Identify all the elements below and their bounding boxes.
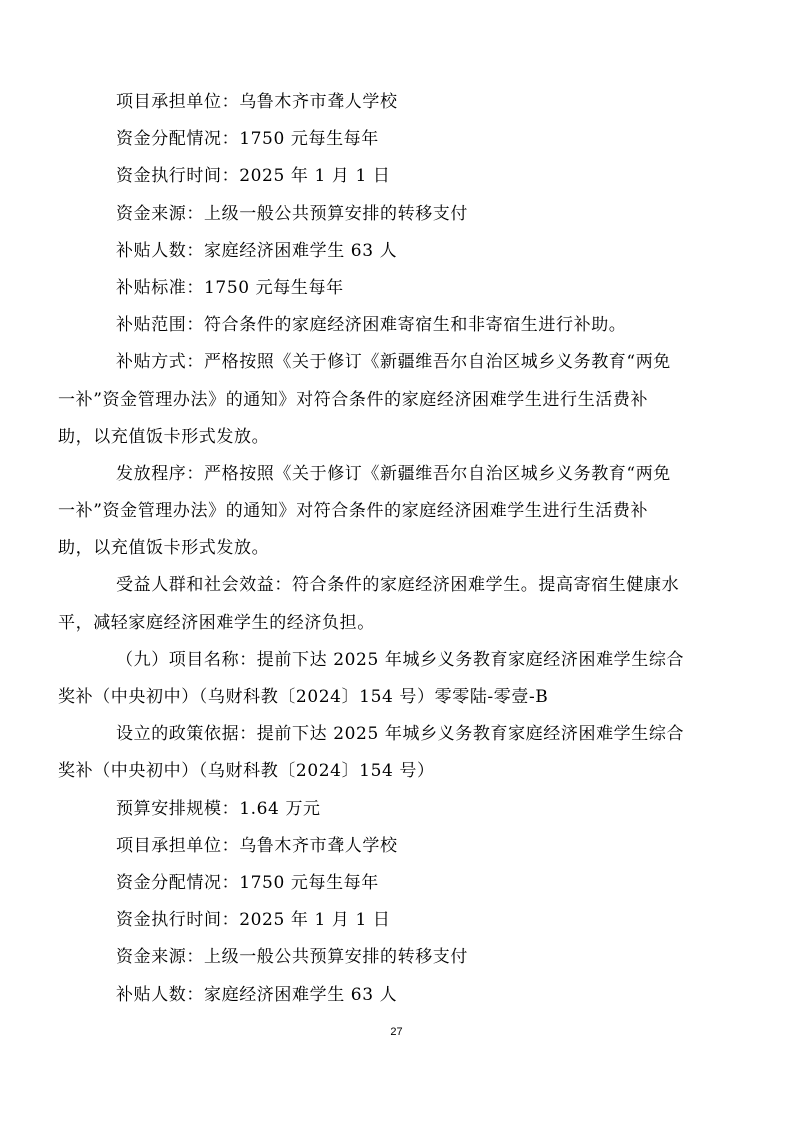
text-line: 平，减轻家庭经济困难学生的经济负担。 [58,612,375,633]
text-line: 设立的政策依据：提前下达 2025 年城乡义务教育家庭经济困难学生综合 [116,724,685,745]
text-line: 助，以充值饭卡形式发放。 [58,426,270,447]
text-line: 受益人群和社会效益：符合条件的家庭经济困难学生。提高寄宿生健康水 [116,575,680,596]
text-line: 预算安排规模：1.64 万元 [116,798,321,819]
text-line: 资金来源：上级一般公共预算安排的转移支付 [116,947,468,968]
text-line: 资金分配情况：1750 元每生每年 [116,129,379,150]
text-line: 发放程序：严格按照《关于修订《新疆维吾尔自治区城乡义务教育“两免 [116,463,671,484]
text-line: 补贴人数：家庭经济困难学生 63 人 [116,984,398,1005]
text-line: 项目承担单位：乌鲁木齐市聋人学校 [116,92,398,112]
text-line: 资金来源：上级一般公共预算安排的转移支付 [116,203,468,224]
page-number: 27 [390,1026,403,1038]
text-line: 资金分配情况：1750 元每生每年 [116,872,379,893]
page-body [58,84,706,1014]
text-line: 奖补（中央初中）（乌财科教〔2024〕154 号）零零陆-零壹-B [58,687,549,707]
text-line: （九）项目名称：提前下达 2025 年城乡义务教育家庭经济困难学生综合 [116,649,685,670]
text-line: 奖补（中央初中）（乌财科教〔2024〕154 号） [58,761,435,782]
text-line: 补贴方式：严格按照《关于修订《新疆维吾尔自治区城乡义务教育“两免 [116,352,671,373]
text-line: 项目承担单位：乌鲁木齐市聋人学校 [116,835,398,856]
text-line: 一补”资金管理办法》的通知》对符合条件的家庭经济困难学生进行生活费补 [58,501,649,522]
text-line: 一补”资金管理办法》的通知》对符合条件的家庭经济困难学生进行生活费补 [58,389,649,410]
text-line: 补贴人数：家庭经济困难学生 63 人 [116,240,398,261]
text-line: 补贴标准：1750 元每生每年 [116,277,344,298]
text-line: 资金执行时间：2025 年 1 月 1 日 [116,166,391,187]
text-line: 资金执行时间：2025 年 1 月 1 日 [116,910,391,931]
text-line: 补贴范围：符合条件的家庭经济困难寄宿生和非寄宿生进行补助。 [116,315,627,336]
text-line: 助，以充值饭卡形式发放。 [58,538,270,559]
